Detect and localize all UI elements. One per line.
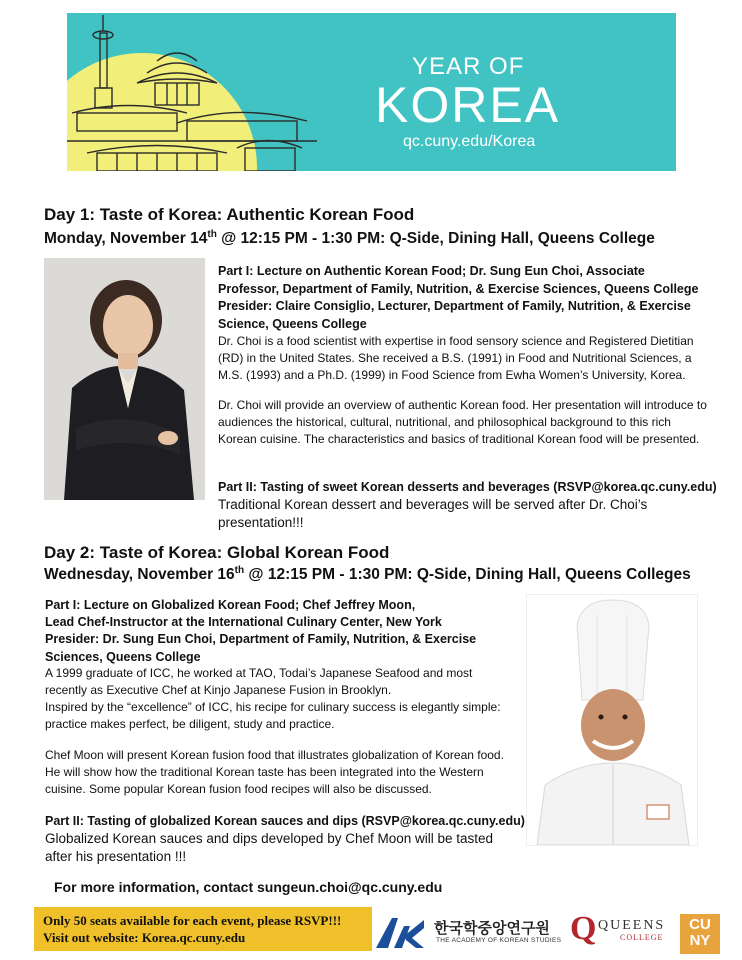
chef-moon-photo: [526, 594, 698, 846]
rsvp-line1: Only 50 seats available for each event, please RSVP!!!: [43, 913, 342, 928]
day1-overview: Dr. Choi will provide an overview of authentic Korean food. Her presentation will introduce to audiences the historical, cultural, nutritional, and philosophical background to this rich Korean cuisine. The characteristics and basics of traditional Korean food will be presented.: [218, 398, 707, 446]
cuny-logo-top: CU: [689, 916, 711, 933]
queens-college-q-logo: Q: [570, 910, 597, 947]
queens-wordmark: QUEENS: [598, 918, 666, 933]
banner-url: qc.cuny.edu/Korea: [403, 133, 536, 150]
day2-date: [44, 565, 691, 584]
day1-date-sup: th: [207, 229, 217, 240]
rsvp-notice-box: [34, 907, 372, 951]
day2-title: Day 2: Taste of Korea: Global Korean Food: [44, 543, 390, 562]
college-wordmark: COLLEGE: [620, 933, 664, 942]
day1-presider: Presider: Claire Consiglio, Lecturer, Department of Family, Nutrition, & Exercise Science, Queens College: [218, 299, 691, 331]
day1-title: Day 1: Taste of Korea: Authentic Korean Food: [44, 205, 415, 224]
day1-part1-heading: Part I: Lecture on Authentic Korean Food; Dr. Sung Eun Choi, Associate Professor, Department of Family, Nutrition, & Exercise Sciences, Queens College: [218, 264, 699, 296]
day2-bio2: Inspired by the “excellence” of ICC, his recipe for culinary success is elegantly simple: practice makes perfect, be diligent, study and practice.: [45, 700, 501, 731]
dr-choi-photo: [44, 258, 205, 500]
day1-date-pre: Monday, November 14: [44, 230, 208, 248]
day2-presider: Presider: Dr. Sung Eun Choi, Department of Family, Nutrition, & Exercise Sciences, Queens College: [45, 632, 477, 664]
day2-date-post: @ 12:15 PM - 1:30 PM: Q-Side, Dining Hall, Queens Colleges: [244, 566, 691, 584]
rsvp-line2: Visit out website: Korea.qc.cuny.edu: [43, 930, 246, 945]
day2-part1-line1: Part I: Lecture on Globalized Korean Food; Chef Jeffrey Moon,: [45, 598, 416, 612]
korean-architecture-illustration: [67, 13, 317, 171]
day2-overview: Chef Moon will present Korean fusion food that illustrates globalization of Korean food. He will show how the traditional Korean taste has been integrated into the Western cuisine. Some popular Korean fusion food recipes will also be discussed.: [45, 748, 504, 796]
year-of-korea-banner: [67, 13, 676, 171]
day2-bio1: A 1999 graduate of ICC, he worked at TAO, Todai’s Japanese Seafood and most recently as Executive Chef at Kinjo Japanese Fusion in Brooklyn.: [45, 666, 473, 697]
aks-english-name: THE ACADEMY OF KOREAN STUDIES: [436, 937, 562, 944]
day1-bio: Dr. Choi is a food scientist with expertise in food sensory science and Registered Dietitian (RD) in the United States. She received a B.S. (1991) in Food and Nutritional Sciences, a M.S. (1993) and a Ph.D. (1999) in Food Science from Ewha Women’s University, Korea.: [218, 334, 694, 382]
day1-date: [44, 229, 655, 248]
aks-korean-name: 한국학중앙연구원: [434, 920, 550, 937]
day1-part2-text: Traditional Korean dessert and beverages will be served after Dr. Choi’s presentation!!!: [218, 497, 648, 530]
cuny-logo: [680, 914, 720, 954]
day2-part1-line2: Lead Chef-Instructor at the International Culinary Center, New York: [45, 615, 442, 629]
contact-info: For more information, contact sungeun.choi@qc.cuny.edu: [54, 879, 443, 895]
cuny-logo-bottom: NY: [689, 932, 711, 949]
day2-date-sup: th: [234, 565, 245, 576]
aks-logo-icon: [374, 914, 426, 950]
banner-korea-title: KOREA: [375, 77, 561, 133]
day2-date-pre: Wednesday, November 16: [44, 566, 235, 584]
day1-date-post: @ 12:15 PM - 1:30 PM: Q-Side, Dining Hall, Queens College: [216, 230, 655, 248]
day2-part2-heading: Part II: Tasting of globalized Korean sauces and dips (RSVP@korea.qc.cuny.edu): [45, 814, 525, 828]
day1-part2-heading: Part II: Tasting of sweet Korean desserts and beverages (RSVP@korea.qc.cuny.edu): [218, 480, 717, 494]
banner-year-of: YEAR OF: [412, 53, 525, 80]
day2-part2-text: Globalized Korean sauces and dips developed by Chef Moon will be tasted after his presentation !!!: [45, 831, 494, 864]
